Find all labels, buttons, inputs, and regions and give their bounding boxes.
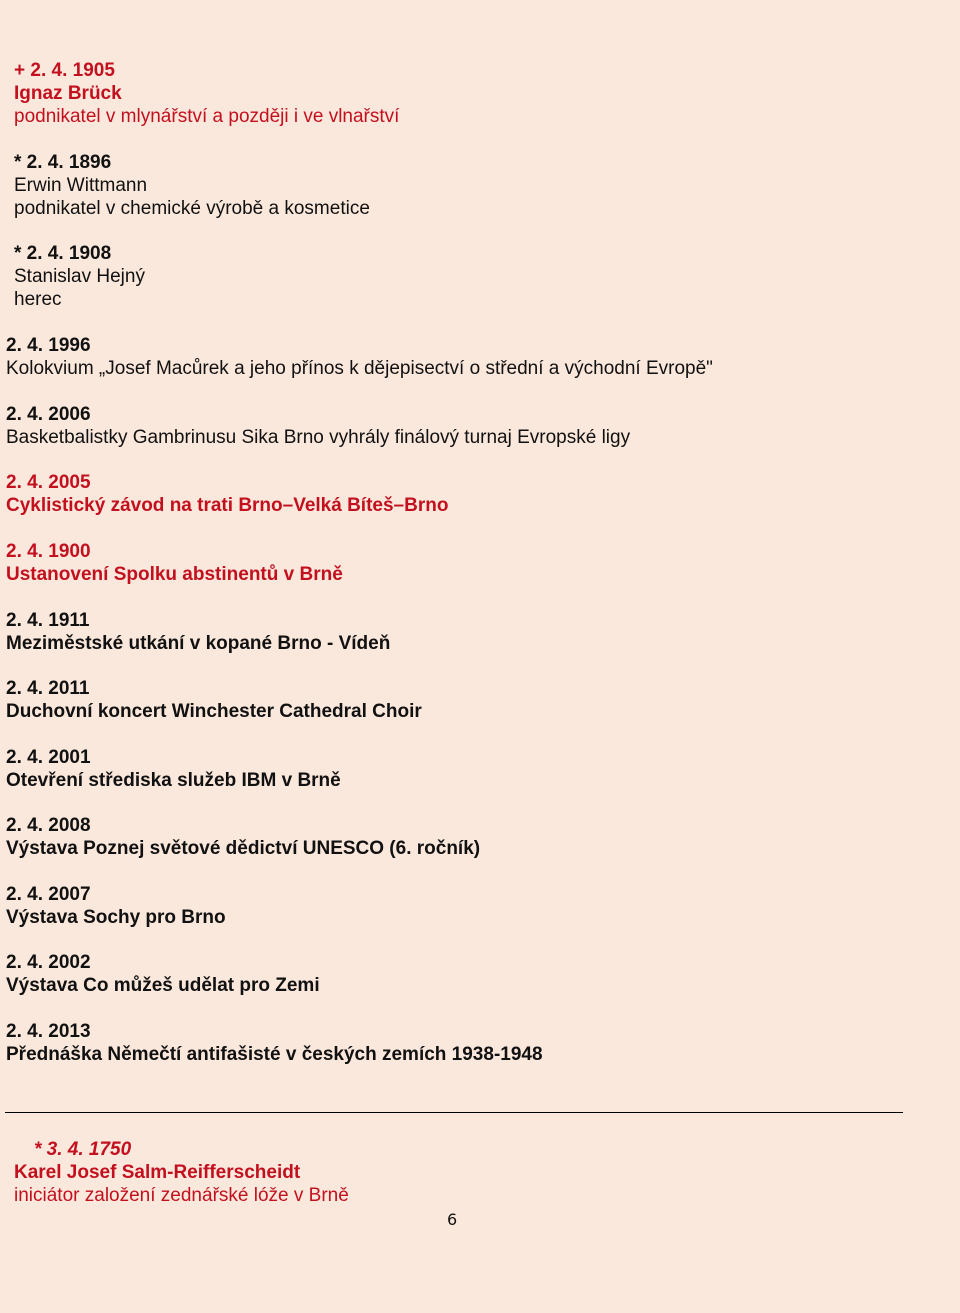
event-date: 2. 4. 2013 bbox=[6, 1021, 91, 1042]
entry-description: iniciátor založení zednářské lóže v Brně bbox=[14, 1185, 349, 1206]
event-date: 2. 4. 1996 bbox=[6, 335, 91, 356]
entry-description: podnikatel v mlynářství a později i ve vlnařství bbox=[14, 106, 400, 127]
event-title: Výstava Poznej světové dědictví UNESCO (6. ročník) bbox=[6, 838, 481, 859]
event-title: Cyklistický závod na trati Brno–Velká Bíteš–Brno bbox=[6, 495, 449, 516]
entry-date: * 2. 4. 1908 bbox=[14, 243, 112, 264]
event-date: 2. 4. 2007 bbox=[6, 884, 91, 905]
entry-name: Stanislav Hejný bbox=[14, 266, 145, 287]
event-title: Přednáška Němečtí antifašisté v českých zemích 1938-1948 bbox=[6, 1044, 543, 1065]
event-date: 2. 4. 2006 bbox=[6, 404, 91, 425]
event-date: 2. 4. 2011 bbox=[6, 678, 90, 699]
event-title: Kolokvium „Josef Macůrek a jeho přínos k dějepisectví o střední a východní Evropě" bbox=[6, 358, 713, 379]
entry-name: Erwin Wittmann bbox=[14, 175, 148, 196]
event-date: 2. 4. 2005 bbox=[6, 472, 91, 493]
entry-name: Ignaz Brück bbox=[14, 83, 122, 104]
entry-description: podnikatel v chemické výrobě a kosmetice bbox=[14, 198, 370, 219]
event-title: Basketbalistky Gambrinusu Sika Brno vyhrály finálový turnaj Evropské ligy bbox=[6, 427, 631, 448]
entry-name: Karel Josef Salm-Reifferscheidt bbox=[14, 1162, 301, 1183]
section-divider bbox=[5, 1112, 903, 1113]
page-number: 6 bbox=[447, 1210, 458, 1229]
entry-description: herec bbox=[14, 289, 62, 310]
event-title: Otevření střediska služeb IBM v Brně bbox=[6, 770, 341, 791]
event-date: 2. 4. 1900 bbox=[6, 541, 91, 562]
entry-date: + 2. 4. 1905 bbox=[14, 60, 115, 81]
event-title: Výstava Sochy pro Brno bbox=[6, 907, 226, 928]
event-date: 2. 4. 2002 bbox=[6, 952, 91, 973]
event-title: Ustanovení Spolku abstinentů v Brně bbox=[6, 564, 343, 585]
event-date: 2. 4. 2001 bbox=[6, 747, 91, 768]
entry-date: * 3. 4. 1750 bbox=[34, 1139, 132, 1160]
event-date: 2. 4. 1911 bbox=[6, 610, 90, 631]
entry-date: * 2. 4. 1896 bbox=[14, 152, 112, 173]
event-title: Meziměstské utkání v kopané Brno - Vídeň bbox=[6, 633, 391, 654]
event-title: Duchovní koncert Winchester Cathedral Choir bbox=[6, 701, 422, 722]
event-title: Výstava Co můžeš udělat pro Zemi bbox=[6, 975, 320, 996]
event-date: 2. 4. 2008 bbox=[6, 815, 91, 836]
